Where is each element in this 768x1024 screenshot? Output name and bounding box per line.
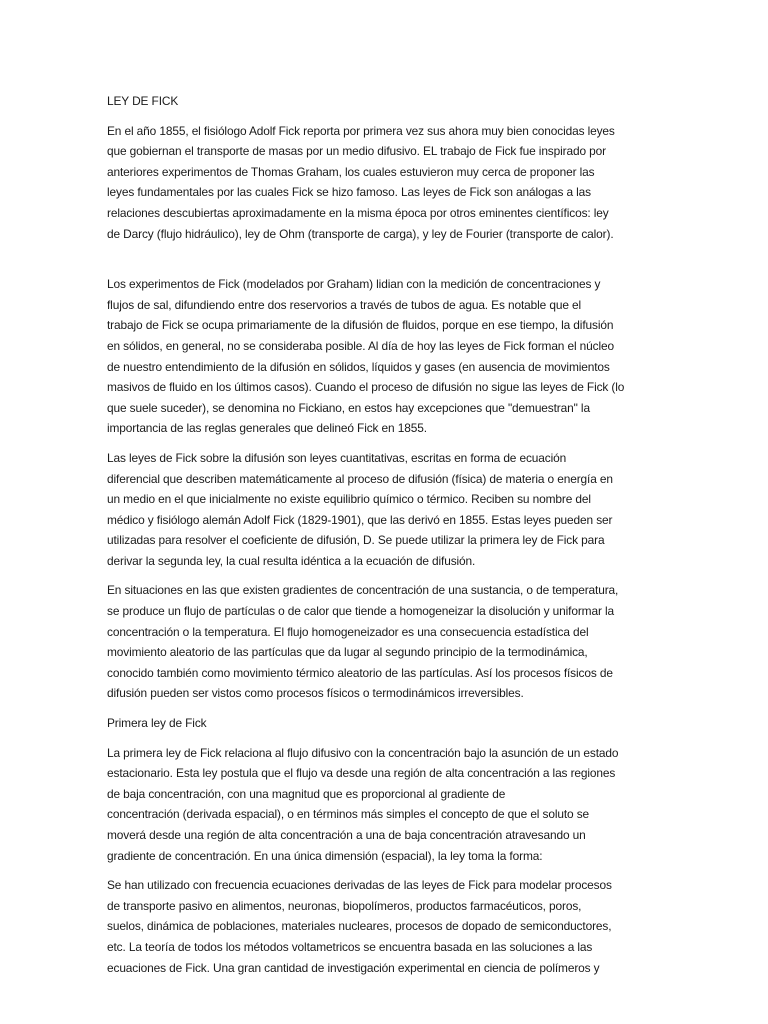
- text-line: que gobiernan el transporte de masas por un medio difusivo. EL trabajo de Fick fue inspirado por: [107, 144, 606, 159]
- document-page: [107, 91, 663, 987]
- text-line: conocido también como movimiento térmico aleatorio de las partículas. Así los procesos físicos de: [107, 665, 613, 680]
- text-line: relaciones descubiertas aproximadamente en la misma época por otros eminentes científicos: ley: [107, 205, 609, 220]
- text-line: estacionario. Esta ley postula que el flujo va desde una región de alta concentración a las regiones: [107, 766, 616, 781]
- text-line: difusión pueden ser vistos como procesos físicos o termodinámicos irreversibles.: [107, 686, 524, 701]
- text-line: anteriores experimentos de Thomas Graham, los cuales estuvieron muy cerca de proponer las: [107, 164, 595, 179]
- text-line: flujos de sal, difundiendo entre dos reservorios a través de tubos de agua. Es notable que el: [107, 297, 582, 312]
- text-line: masivos de fluido en los últimos casos). Cuando el proceso de difusión no sigue las leyes de Fick (lo: [107, 380, 625, 395]
- paragraph-history: [107, 121, 663, 245]
- text-line: de nuestro entendimiento de la difusión en sólidos, líquidos y gases (en ausencia de movimientos: [107, 359, 610, 374]
- text-line: trabajo de Fick se ocupa primariamente de la difusión de fluidos, porque en ese tiempo, la difusión: [107, 318, 614, 333]
- text-line: utilizadas para resolver el coeficiente de difusión, D. Se puede utilizar la primera ley de Fick para: [107, 533, 605, 548]
- paragraph-gradients: [107, 580, 663, 704]
- text-line: Las leyes de Fick sobre la difusión son leyes cuantitativas, escritas en forma de ecuación: [107, 450, 567, 465]
- text-line: movimiento aleatorio de las partículas que da lugar al segundo principio de la termodinámica,: [107, 645, 588, 660]
- text-line: se produce un flujo de partículas o de calor que tiende a homogeneizar la disolución y uniformar la: [107, 604, 615, 619]
- text-line: de Darcy (flujo hidráulico), ley de Ohm (transporte de carga), y ley de Fourier (transporte de calor).: [107, 226, 614, 241]
- text-line: Se han utilizado con frecuencia ecuaciones derivadas de las leyes de Fick para modelar procesos: [107, 878, 612, 893]
- text-line: concentración (derivada espacial), o en términos más simples el concepto de que el soluto se: [107, 807, 590, 822]
- text-line: importancia de las reglas generales que delineó Fick en 1855.: [107, 421, 427, 436]
- text-line: de transporte pasivo en alimentos, neuronas, biopolímeros, productos farmacéuticos, poros,: [107, 898, 582, 913]
- text-line: un medio en el que inicialmente no existe equilibrio químico o térmico. Reciben su nombre del: [107, 492, 591, 507]
- text-line: etc. La teoría de todos los métodos voltametricos se encuentra basada en las soluciones a las: [107, 939, 593, 954]
- text-line: en sólidos, en general, no se consideraba posible. Al día de hoy las leyes de Fick forman el núcleo: [107, 338, 615, 353]
- text-line: médico y fisiólogo alemán Adolf Fick (1829-1901), que las derivó en 1855. Estas leyes pueden ser: [107, 512, 613, 527]
- paragraph-applications: [107, 875, 663, 978]
- document-title: LEY DE FICK: [107, 94, 179, 108]
- text-line: que suele suceder), se denomina no Fickiano, en estos hay excepciones que "demuestran" la: [107, 400, 590, 415]
- paragraph-laws: [107, 448, 663, 572]
- text-line: Los experimentos de Fick (modelados por Graham) lidian con la medición de concentraciones y: [107, 277, 601, 292]
- text-line: En situaciones en las que existen gradientes de concentración de una sustancia, o de temperatura,: [107, 583, 619, 598]
- text-line: de baja concentración, con una magnitud que es proporcional al gradiente de: [107, 786, 506, 801]
- text-line: La primera ley de Fick relaciona al flujo difusivo con la concentración bajo la asunción de un estado: [107, 745, 619, 760]
- text-line: suelos, dinámica de poblaciones, materiales nucleares, procesos de dopado de semiconductores,: [107, 919, 612, 934]
- text-line: derivar la segunda ley, la cual resulta idéntica a la ecuación de difusión.: [107, 553, 476, 568]
- text-line: gradiente de concentración. En una única dimensión (espacial), la ley toma la forma:: [107, 848, 543, 863]
- text-line: concentración o la temperatura. El flujo homogeneizador es una consecuencia estadística del: [107, 624, 589, 639]
- text-line: moverá desde una región de alta concentración a una de baja concentración atravesando un: [107, 828, 586, 842]
- section-heading: Primera ley de Fick: [107, 716, 207, 731]
- text-line: En el año 1855, el fisiólogo Adolf Fick reporta por primera vez sus ahora muy bien conocidas leyes: [107, 123, 615, 138]
- paragraph-first-law: [107, 743, 663, 867]
- text-line: ecuaciones de Fick. Una gran cantidad de investigación experimental en ciencia de polímeros y: [107, 960, 600, 975]
- paragraph-experiments: [107, 274, 663, 439]
- text-line: leyes fundamentales por las cuales Fick se hizo famoso. Las leyes de Fick son análogas a las: [107, 185, 592, 200]
- text-line: diferencial que describen matemáticamente al proceso de difusión (física) de materia o energía en: [107, 471, 613, 486]
